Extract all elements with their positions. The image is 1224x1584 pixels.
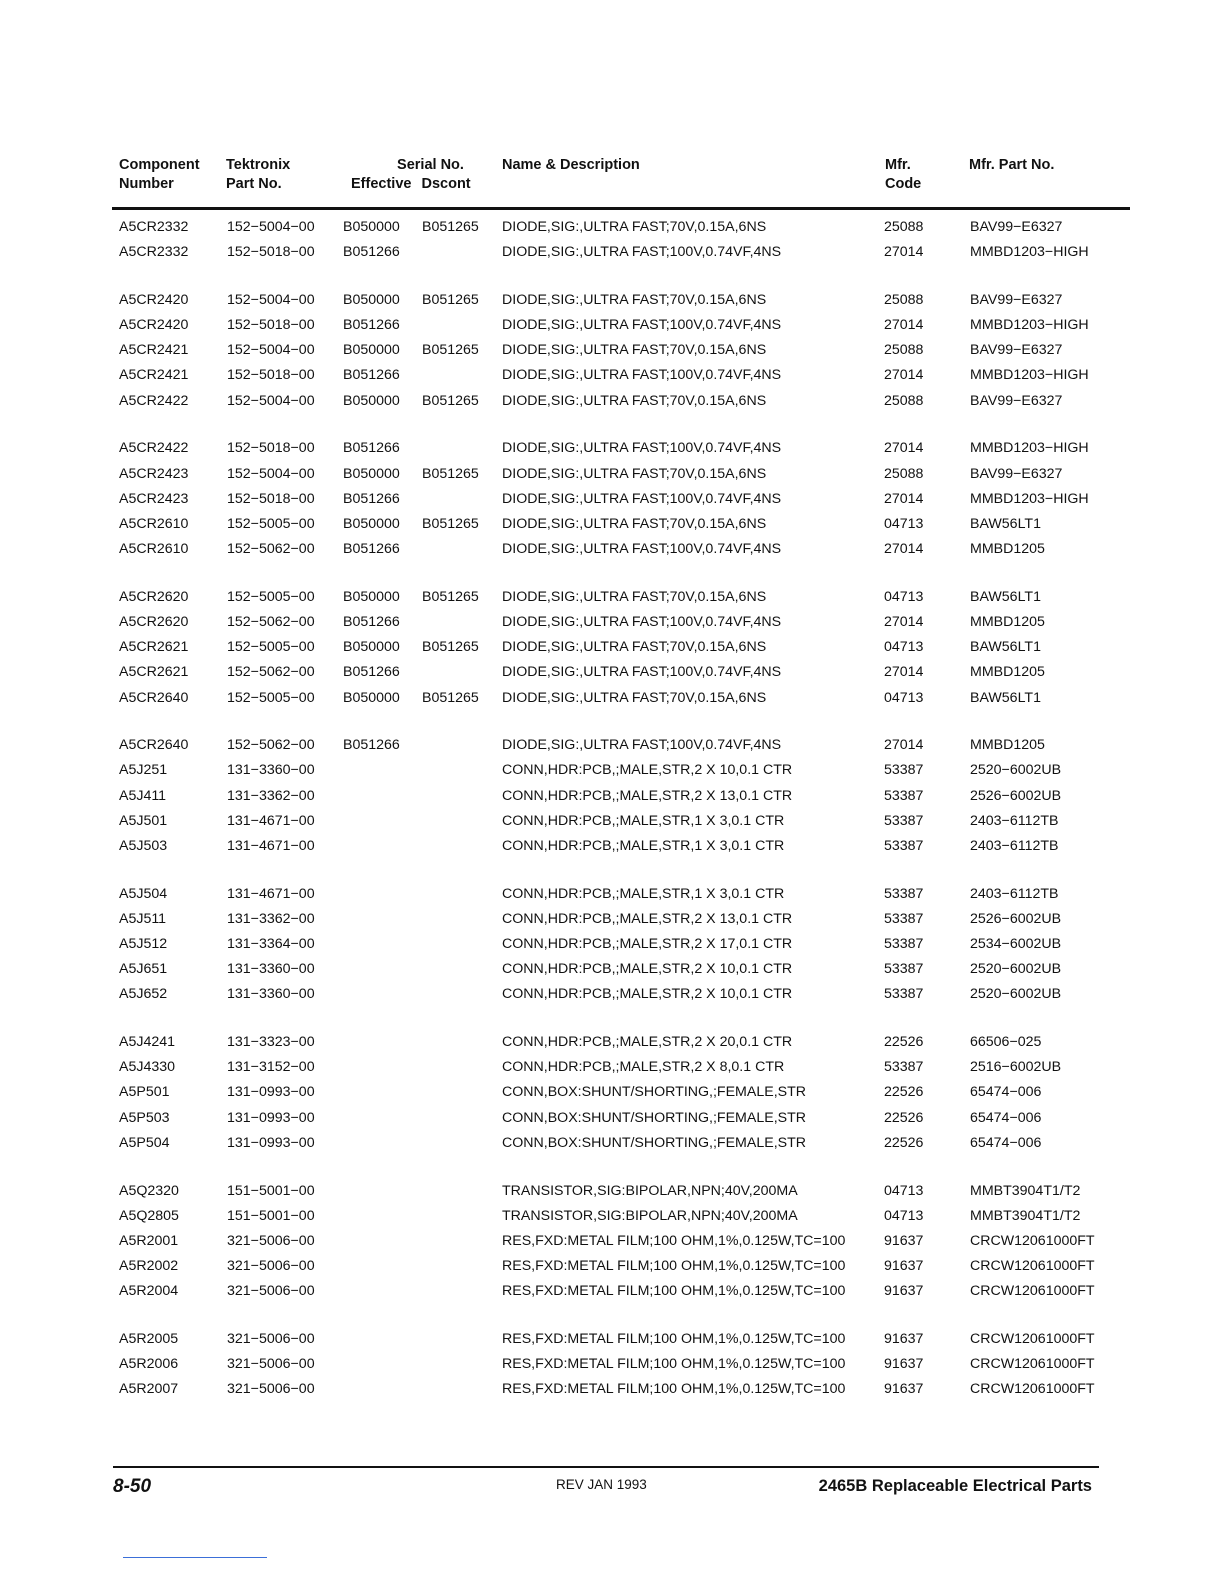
mfr-code: 27014 [884,613,924,630]
mfr-part-number: BAV99−E6327 [970,392,1063,409]
component-number: A5CR2423 [119,490,189,507]
tektronix-part-number: 152−5005−00 [227,639,315,656]
name-description: RES,FXD:METAL FILM;100 OHM,1%,0.125W,TC=100 [502,1283,846,1300]
name-description: CONN,HDR:PCB,;MALE,STR,1 X 3,0.1 CTR [502,885,785,902]
tektronix-part-number: 152−5005−00 [227,689,315,706]
component-number: A5CR2621 [119,664,189,681]
serial-effective: B050000 [343,515,400,532]
tektronix-part-number: 152−5004−00 [227,219,315,235]
row-group [0,1033,1224,1159]
serial-dscont: B051265 [422,342,479,359]
mfr-part-number: MMBD1203−HIGH [970,367,1089,384]
mfr-code: 27014 [884,440,924,457]
component-number: A5CR2422 [119,440,189,457]
tektronix-part-number: 321−5006−00 [227,1330,315,1347]
serial-dscont: B051265 [422,515,479,532]
tektronix-part-number: 131−3364−00 [227,936,315,952]
mfr-code: 53387 [884,936,924,952]
table-row [0,366,1224,391]
serial-dscont: B051265 [422,392,479,409]
mfr-code: 22526 [884,1084,924,1101]
table-row [0,341,1224,366]
serial-effective: B051266 [343,613,400,630]
table-row [0,761,1224,786]
tektronix-part-number: 131−3360−00 [227,762,315,779]
table-row [0,1257,1224,1282]
mfr-part-number: BAW56LT1 [970,515,1041,532]
tektronix-part-number: 131−4671−00 [227,885,315,902]
name-description: DIODE,SIG:,ULTRA FAST;70V,0.15A,6NS [502,465,767,482]
header-part-number: Tektronix Part No. [226,157,291,192]
component-number: A5P503 [119,1109,170,1126]
mfr-part-number: CRCW12061000FT [970,1330,1095,1347]
mfr-part-number: 2403−6112TB [970,885,1059,902]
table-row [0,1355,1224,1380]
mfr-part-number: BAV99−E6327 [970,219,1063,235]
tektronix-part-number: 152−5018−00 [227,244,315,261]
serial-effective: B050000 [343,689,400,706]
serial-dscont: B051265 [422,588,479,605]
serial-effective: B051266 [343,490,400,507]
tektronix-part-number: 131−4671−00 [227,837,315,854]
page-number: 8-50 [113,1476,152,1497]
serial-effective: B051266 [343,244,400,261]
mfr-code: 04713 [884,1182,924,1199]
mfr-code: 53387 [884,812,924,829]
component-number: A5CR2421 [119,342,189,359]
name-description: CONN,HDR:PCB,;MALE,STR,2 X 13,0.1 CTR [502,787,793,804]
mfr-code: 91637 [884,1258,924,1275]
mfr-part-number: MMBD1205 [970,737,1045,754]
name-description: DIODE,SIG:,ULTRA FAST;70V,0.15A,6NS [502,392,767,409]
tektronix-part-number: 152−5004−00 [227,342,315,359]
tektronix-part-number: 321−5006−00 [227,1381,315,1398]
table-row [0,439,1224,464]
component-number: A5P501 [119,1084,170,1101]
mfr-part-number: 2403−6112TB [970,812,1059,829]
name-description: DIODE,SIG:,ULTRA FAST;100V,0.74VF,4NS [502,541,782,558]
component-number: A5Q2805 [119,1207,179,1224]
mfr-part-number: BAW56LT1 [970,639,1041,656]
name-description: DIODE,SIG:,ULTRA FAST;70V,0.15A,6NS [502,515,767,532]
table-row [0,885,1224,910]
mfr-part-number: BAW56LT1 [970,689,1041,706]
table-row [0,787,1224,812]
component-number: A5R2004 [119,1283,179,1300]
serial-effective: B051266 [343,440,400,457]
tektronix-part-number: 321−5006−00 [227,1283,315,1300]
tektronix-part-number: 131−0993−00 [227,1134,315,1151]
name-description: DIODE,SIG:,ULTRA FAST;70V,0.15A,6NS [502,689,767,706]
mfr-code: 27014 [884,367,924,384]
table-row [0,243,1224,268]
name-description: CONN,HDR:PCB,;MALE,STR,2 X 10,0.1 CTR [502,762,793,779]
mfr-part-number: MMBD1203−HIGH [970,490,1089,507]
tektronix-part-number: 151−5001−00 [227,1207,315,1224]
mfr-code: 04713 [884,1207,924,1224]
name-description: DIODE,SIG:,ULTRA FAST;70V,0.15A,6NS [502,639,767,656]
table-row [0,1058,1224,1083]
tektronix-part-number: 321−5006−00 [227,1356,315,1373]
component-number: A5CR2640 [119,689,189,706]
serial-effective: B050000 [343,342,400,359]
table-row [0,1109,1224,1134]
mfr-code: 25088 [884,219,924,235]
name-description: TRANSISTOR,SIG:BIPOLAR,NPN;40V,200MA [502,1182,798,1199]
mfr-part-number: 2520−6002UB [970,961,1062,978]
name-description: DIODE,SIG:,ULTRA FAST;70V,0.15A,6NS [502,588,767,605]
header-serial-number: Serial No. Effective Dscont [351,157,471,192]
row-group [0,885,1224,1011]
tektronix-part-number: 131−4671−00 [227,812,315,829]
name-description: DIODE,SIG:,ULTRA FAST;100V,0.74VF,4NS [502,664,782,681]
tektronix-part-number: 152−5062−00 [227,541,315,558]
table-header [119,156,1129,208]
row-group [0,218,1224,268]
mfr-part-number: MMBD1203−HIGH [970,244,1089,261]
mfr-part-number: CRCW12061000FT [970,1232,1095,1249]
mfr-code: 27014 [884,317,924,334]
mfr-code: 22526 [884,1109,924,1126]
name-description: DIODE,SIG:,ULTRA FAST;100V,0.74VF,4NS [502,490,782,507]
name-description: DIODE,SIG:,ULTRA FAST;100V,0.74VF,4NS [502,367,782,384]
table-row [0,465,1224,490]
name-description: CONN,BOX:SHUNT/SHORTING,;FEMALE,STR [502,1109,807,1126]
table-row [0,935,1224,960]
serial-effective: B051266 [343,541,400,558]
serial-effective: B050000 [343,588,400,605]
name-description: CONN,BOX:SHUNT/SHORTING,;FEMALE,STR [502,1084,807,1101]
table-row [0,218,1224,243]
serial-effective: B050000 [343,291,400,308]
tektronix-part-number: 152−5004−00 [227,465,315,482]
tektronix-part-number: 131−3362−00 [227,910,315,927]
serial-effective: B051266 [343,737,400,754]
tektronix-part-number: 131−3362−00 [227,787,315,804]
component-number: A5J652 [119,986,168,1003]
row-group [0,1182,1224,1308]
mfr-part-number: BAV99−E6327 [970,342,1063,359]
row-group [0,736,1224,862]
component-number: A5J4241 [119,1034,176,1051]
header-serial-dscont: Dscont [421,176,471,192]
tektronix-part-number: 131−3360−00 [227,961,315,978]
mfr-part-number: 2520−6002UB [970,986,1062,1003]
table-row [0,1033,1224,1058]
serial-effective: B050000 [343,465,400,482]
header-divider [112,207,1130,210]
name-description: DIODE,SIG:,ULTRA FAST;100V,0.74VF,4NS [502,244,782,261]
mfr-code: 25088 [884,465,924,482]
table-row [0,910,1224,935]
table-row [0,663,1224,688]
mfr-part-number: MMBT3904T1/T2 [970,1182,1081,1199]
component-number: A5CR2421 [119,367,189,384]
table-row [0,291,1224,316]
mfr-code: 27014 [884,664,924,681]
mfr-part-number: MMBD1205 [970,541,1045,558]
tektronix-part-number: 152−5062−00 [227,664,315,681]
table-row [0,613,1224,638]
name-description: RES,FXD:METAL FILM;100 OHM,1%,0.125W,TC=100 [502,1232,846,1249]
component-number: A5J651 [119,961,168,978]
mfr-code: 53387 [884,762,924,779]
name-description: DIODE,SIG:,ULTRA FAST;100V,0.74VF,4NS [502,317,782,334]
component-number: A5J251 [119,762,168,779]
mfr-part-number: 65474−006 [970,1109,1042,1126]
revision-date: REV JAN 1993 [556,1477,647,1492]
mfr-part-number: 65474−006 [970,1134,1042,1151]
mfr-part-number: CRCW12061000FT [970,1283,1095,1300]
name-description: DIODE,SIG:,ULTRA FAST;70V,0.15A,6NS [502,342,767,359]
mfr-code: 25088 [884,342,924,359]
component-number: A5CR2610 [119,515,189,532]
mfr-code: 53387 [884,885,924,902]
component-number: A5J512 [119,936,168,952]
name-description: DIODE,SIG:,ULTRA FAST;70V,0.15A,6NS [502,291,767,308]
mfr-code: 22526 [884,1134,924,1151]
name-description: RES,FXD:METAL FILM;100 OHM,1%,0.125W,TC=100 [502,1330,846,1347]
serial-dscont: B051265 [422,639,479,656]
header-mfr-code: Mfr. Code [885,157,922,192]
name-description: CONN,HDR:PCB,;MALE,STR,2 X 17,0.1 CTR [502,936,793,952]
tektronix-part-number: 152−5004−00 [227,392,315,409]
mfr-part-number: MMBD1203−HIGH [970,440,1089,457]
component-number: A5CR2420 [119,291,189,308]
header-name-description: Name & Description [502,157,640,173]
name-description: RES,FXD:METAL FILM;100 OHM,1%,0.125W,TC=100 [502,1381,846,1398]
name-description: CONN,HDR:PCB,;MALE,STR,2 X 10,0.1 CTR [502,961,793,978]
name-description: CONN,HDR:PCB,;MALE,STR,1 X 3,0.1 CTR [502,837,785,854]
component-number: A5CR2422 [119,392,189,409]
serial-dscont: B051265 [422,219,479,235]
component-number: A5J511 [119,910,167,927]
serial-effective: B050000 [343,392,400,409]
table-row [0,490,1224,515]
name-description: DIODE,SIG:,ULTRA FAST;100V,0.74VF,4NS [502,440,782,457]
component-number: A5J4330 [119,1059,176,1076]
name-description: TRANSISTOR,SIG:BIPOLAR,NPN;40V,200MA [502,1207,798,1224]
mfr-part-number: CRCW12061000FT [970,1381,1095,1398]
parts-table-body [0,218,1224,1428]
component-number: A5CR2332 [119,244,189,261]
table-row [0,540,1224,565]
tektronix-part-number: 152−5005−00 [227,515,315,532]
table-row [0,316,1224,341]
mfr-code: 27014 [884,244,924,261]
name-description: CONN,HDR:PCB,;MALE,STR,2 X 10,0.1 CTR [502,986,793,1003]
name-description: CONN,HDR:PCB,;MALE,STR,2 X 13,0.1 CTR [502,910,793,927]
mfr-code: 91637 [884,1232,924,1249]
mfr-part-number: CRCW12061000FT [970,1258,1095,1275]
table-row [0,1232,1224,1257]
mfr-code: 27014 [884,490,924,507]
table-row [0,1207,1224,1232]
mfr-code: 91637 [884,1283,924,1300]
table-row [0,1083,1224,1108]
tektronix-part-number: 152−5062−00 [227,613,315,630]
mfr-code: 04713 [884,639,924,656]
component-number: A5Q2320 [119,1182,179,1199]
row-group [0,439,1224,565]
row-group [0,588,1224,714]
mfr-code: 04713 [884,689,924,706]
table-row [0,392,1224,417]
component-number: A5J504 [119,885,168,902]
mfr-part-number: MMBT3904T1/T2 [970,1207,1081,1224]
component-number: A5CR2332 [119,219,189,235]
component-number: A5P504 [119,1134,170,1151]
mfr-code: 25088 [884,392,924,409]
tektronix-part-number: 152−5018−00 [227,490,315,507]
tektronix-part-number: 131−0993−00 [227,1109,315,1126]
table-row [0,837,1224,862]
table-row [0,1282,1224,1307]
name-description: DIODE,SIG:,ULTRA FAST;100V,0.74VF,4NS [502,613,782,630]
tektronix-part-number: 131−3323−00 [227,1034,315,1051]
mfr-part-number: 66506−025 [970,1034,1042,1051]
header-serial-effective: Effective [351,176,412,192]
name-description: RES,FXD:METAL FILM;100 OHM,1%,0.125W,TC=100 [502,1356,846,1373]
tektronix-part-number: 152−5018−00 [227,367,315,384]
serial-effective: B050000 [343,639,400,656]
tektronix-part-number: 152−5018−00 [227,317,315,334]
mfr-code: 91637 [884,1356,924,1373]
mfr-part-number: 2516−6002UB [970,1059,1062,1076]
mfr-part-number: 2534−6002UB [970,936,1062,952]
name-description: CONN,HDR:PCB,;MALE,STR,1 X 3,0.1 CTR [502,812,785,829]
tektronix-part-number: 152−5018−00 [227,440,315,457]
mfr-part-number: MMBD1205 [970,664,1045,681]
mfr-code: 22526 [884,1034,924,1051]
mfr-code: 04713 [884,515,924,532]
component-number: A5J411 [119,787,167,804]
mfr-part-number: MMBD1203−HIGH [970,317,1089,334]
name-description: CONN,HDR:PCB,;MALE,STR,2 X 20,0.1 CTR [502,1034,793,1051]
component-number: A5R2005 [119,1330,179,1347]
mfr-code: 53387 [884,837,924,854]
mfr-code: 25088 [884,291,924,308]
mfr-code: 53387 [884,910,924,927]
tektronix-part-number: 131−0993−00 [227,1084,315,1101]
component-number: A5CR2620 [119,613,189,630]
table-row [0,638,1224,663]
table-row [0,812,1224,837]
table-row [0,1134,1224,1159]
component-number: A5R2001 [119,1232,179,1249]
serial-effective: B051266 [343,367,400,384]
component-number: A5R2007 [119,1381,179,1398]
component-number: A5CR2420 [119,317,189,334]
component-number: A5R2002 [119,1258,179,1275]
component-number: A5J503 [119,837,168,854]
serial-effective: B051266 [343,317,400,334]
document-title: 2465B Replaceable Electrical Parts [818,1477,1092,1495]
component-number: A5J501 [119,812,168,829]
mfr-part-number: CRCW12061000FT [970,1356,1095,1373]
table-row [0,689,1224,714]
mfr-part-number: 2526−6002UB [970,910,1062,927]
mfr-part-number: MMBD1205 [970,613,1045,630]
tektronix-part-number: 152−5062−00 [227,737,315,754]
tektronix-part-number: 152−5004−00 [227,291,315,308]
mfr-code: 04713 [884,588,924,605]
tektronix-part-number: 151−5001−00 [227,1182,315,1199]
mfr-code: 53387 [884,986,924,1003]
row-group [0,1330,1224,1406]
component-number: A5CR2423 [119,465,189,482]
name-description: DIODE,SIG:,ULTRA FAST;100V,0.74VF,4NS [502,737,782,754]
name-description: CONN,HDR:PCB,;MALE,STR,2 X 8,0.1 CTR [502,1059,785,1076]
table-row [0,515,1224,540]
table-row [0,1182,1224,1207]
tektronix-part-number: 321−5006−00 [227,1258,315,1275]
name-description: RES,FXD:METAL FILM;100 OHM,1%,0.125W,TC=100 [502,1258,846,1275]
row-group [0,291,1224,417]
header-component-number: Component Number [119,157,200,192]
table-row [0,1380,1224,1405]
mfr-part-number: BAV99−E6327 [970,291,1063,308]
component-number: A5CR2610 [119,541,189,558]
footer-divider [113,1466,1099,1468]
serial-dscont: B051265 [422,291,479,308]
mfr-code: 53387 [884,1059,924,1076]
serial-effective: B051266 [343,664,400,681]
tektronix-part-number: 131−3360−00 [227,986,315,1003]
table-row [0,985,1224,1010]
mfr-code: 53387 [884,787,924,804]
mfr-part-number: 2403−6112TB [970,837,1059,854]
table-row [0,736,1224,761]
component-number: A5CR2620 [119,588,189,605]
mfr-code: 27014 [884,541,924,558]
serial-dscont: B051265 [422,465,479,482]
mfr-part-number: BAW56LT1 [970,588,1041,605]
mfr-code: 91637 [884,1381,924,1398]
mfr-part-number: 65474−006 [970,1084,1042,1101]
mfr-part-number: BAV99−E6327 [970,465,1063,482]
tektronix-part-number: 131−3152−00 [227,1059,315,1076]
name-description: CONN,BOX:SHUNT/SHORTING,;FEMALE,STR [502,1134,807,1151]
component-number: A5CR2621 [119,639,189,656]
component-number: A5CR2640 [119,737,189,754]
mfr-code: 53387 [884,961,924,978]
serial-dscont: B051265 [422,689,479,706]
mfr-part-number: 2526−6002UB [970,787,1062,804]
page-edge-mark [123,1557,267,1558]
mfr-code: 27014 [884,737,924,754]
table-row [0,960,1224,985]
mfr-code: 91637 [884,1330,924,1347]
tektronix-part-number: 321−5006−00 [227,1232,315,1249]
tektronix-part-number: 152−5005−00 [227,588,315,605]
serial-effective: B050000 [343,219,400,235]
name-description: DIODE,SIG:,ULTRA FAST;70V,0.15A,6NS [502,219,767,235]
table-row [0,588,1224,613]
table-row [0,1330,1224,1355]
header-mfr-part-number: Mfr. Part No. [969,157,1055,173]
mfr-part-number: 2520−6002UB [970,762,1062,779]
component-number: A5R2006 [119,1356,179,1373]
